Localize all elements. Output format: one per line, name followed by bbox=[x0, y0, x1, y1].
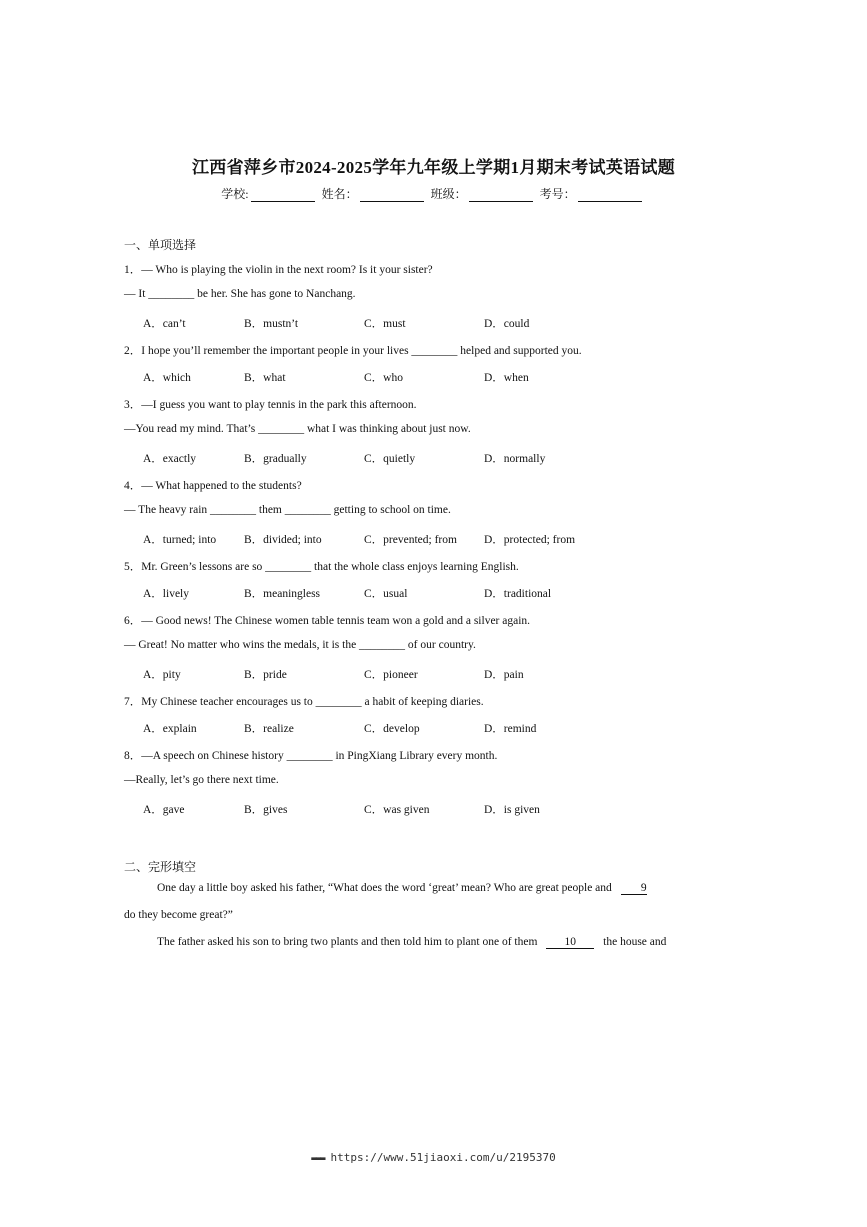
option-a: A．turned; into bbox=[143, 534, 217, 546]
option-d: D．normally bbox=[484, 453, 546, 465]
question-line: —Really, let’s go there next time. bbox=[124, 774, 279, 786]
footer-url[interactable]: https://www.51jiaoxi.com/u/2195370 bbox=[330, 1151, 556, 1164]
option-d: D．could bbox=[484, 318, 530, 330]
question-line: — The heavy rain ________ them ________ getting to school on time. bbox=[124, 504, 451, 516]
section-heading-multiple-choice: 一、单项选择 bbox=[124, 238, 197, 252]
option-b: B．mustn’t bbox=[244, 318, 299, 330]
cloze-blank-9: 9 bbox=[621, 882, 647, 895]
option-c: C．must bbox=[364, 318, 406, 330]
cloze-paragraph-line: do they become great?” bbox=[124, 909, 233, 921]
option-b: B．realize bbox=[244, 723, 294, 735]
option-a: A．gave bbox=[143, 804, 185, 816]
option-c: C．quietly bbox=[364, 453, 416, 465]
cloze-text: One day a little boy asked his father, “What does the word ‘great’ mean? Who are great people and bbox=[157, 882, 612, 894]
option-d: D．remind bbox=[484, 723, 537, 735]
question-line: 1．— Who is playing the violin in the next room? Is it your sister? bbox=[124, 264, 433, 276]
option-b: B．pride bbox=[244, 669, 287, 681]
option-c: C．usual bbox=[364, 588, 408, 600]
option-d: D．when bbox=[484, 372, 529, 384]
question-line: 3．—I guess you want to play tennis in the park this afternoon. bbox=[124, 399, 417, 411]
option-a: A．lively bbox=[143, 588, 189, 600]
option-a: A．explain bbox=[143, 723, 197, 735]
name-blank bbox=[360, 189, 424, 202]
cloze-text: the house and bbox=[603, 936, 667, 948]
option-c: C．develop bbox=[364, 723, 420, 735]
cloze-paragraph-line bbox=[157, 936, 666, 949]
class-label: 班级： bbox=[430, 187, 467, 201]
option-a: A．pity bbox=[143, 669, 181, 681]
cloze-text: The father asked his son to bring two plants and then told him to plant one of them bbox=[157, 936, 538, 948]
option-a: A．which bbox=[143, 372, 191, 384]
question-line: 7．My Chinese teacher encourages us to ________ a habit of keeping diaries. bbox=[124, 696, 484, 708]
question-line: 2．I hope you’ll remember the important people in your lives ________ helped and supported you. bbox=[124, 345, 582, 357]
class-blank bbox=[469, 189, 533, 202]
page-title: 江西省萍乡市2024-2025学年九年级上学期1月期末考试英语试题 bbox=[191, 158, 676, 177]
question-line: 8．—A speech on Chinese history ________ in PingXiang Library every month. bbox=[124, 750, 498, 762]
option-a: A．can’t bbox=[143, 318, 186, 330]
section-heading-cloze: 二、完形填空 bbox=[124, 860, 197, 874]
option-d: D．traditional bbox=[484, 588, 552, 600]
question-line: 5．Mr. Green’s lessons are so ________ that the whole class enjoys learning English. bbox=[124, 561, 519, 573]
school-label: 学校: bbox=[221, 187, 249, 201]
option-c: C．was given bbox=[364, 804, 430, 816]
name-label: 姓名： bbox=[321, 187, 358, 201]
question-line: —You read my mind. That’s ________ what I was thinking about just now. bbox=[124, 423, 471, 435]
question-line: — Great! No matter who wins the medals, it is the ________ of our country. bbox=[124, 639, 476, 651]
option-b: B．gradually bbox=[244, 453, 307, 465]
option-d: D．pain bbox=[484, 669, 524, 681]
option-b: B．divided; into bbox=[244, 534, 322, 546]
option-b: B．meaningless bbox=[244, 588, 321, 600]
option-c: C．pioneer bbox=[364, 669, 418, 681]
exam-no-label: 考号： bbox=[539, 187, 576, 201]
option-c: C．prevented; from bbox=[364, 534, 457, 546]
exam-no-blank bbox=[578, 189, 642, 202]
question-line: 4．— What happened to the students? bbox=[124, 480, 302, 492]
footer-logo-icon: ▬▬▬ bbox=[311, 1154, 325, 1164]
option-a: A．exactly bbox=[143, 453, 197, 465]
option-d: D．is given bbox=[484, 804, 540, 816]
school-blank bbox=[251, 189, 315, 202]
question-line: 6．— Good news! The Chinese women table tennis team won a gold and a silver again. bbox=[124, 615, 531, 627]
option-b: B．what bbox=[244, 372, 286, 384]
footer-watermark bbox=[0, 1151, 867, 1164]
cloze-paragraph-line bbox=[157, 882, 647, 895]
cloze-blank-10: 10 bbox=[546, 936, 594, 949]
student-info-line bbox=[0, 185, 867, 202]
option-d: D．protected; from bbox=[484, 534, 576, 546]
option-b: B．gives bbox=[244, 804, 288, 816]
option-c: C．who bbox=[364, 372, 403, 384]
question-line: — It ________ be her. She has gone to Nanchang. bbox=[124, 288, 356, 300]
